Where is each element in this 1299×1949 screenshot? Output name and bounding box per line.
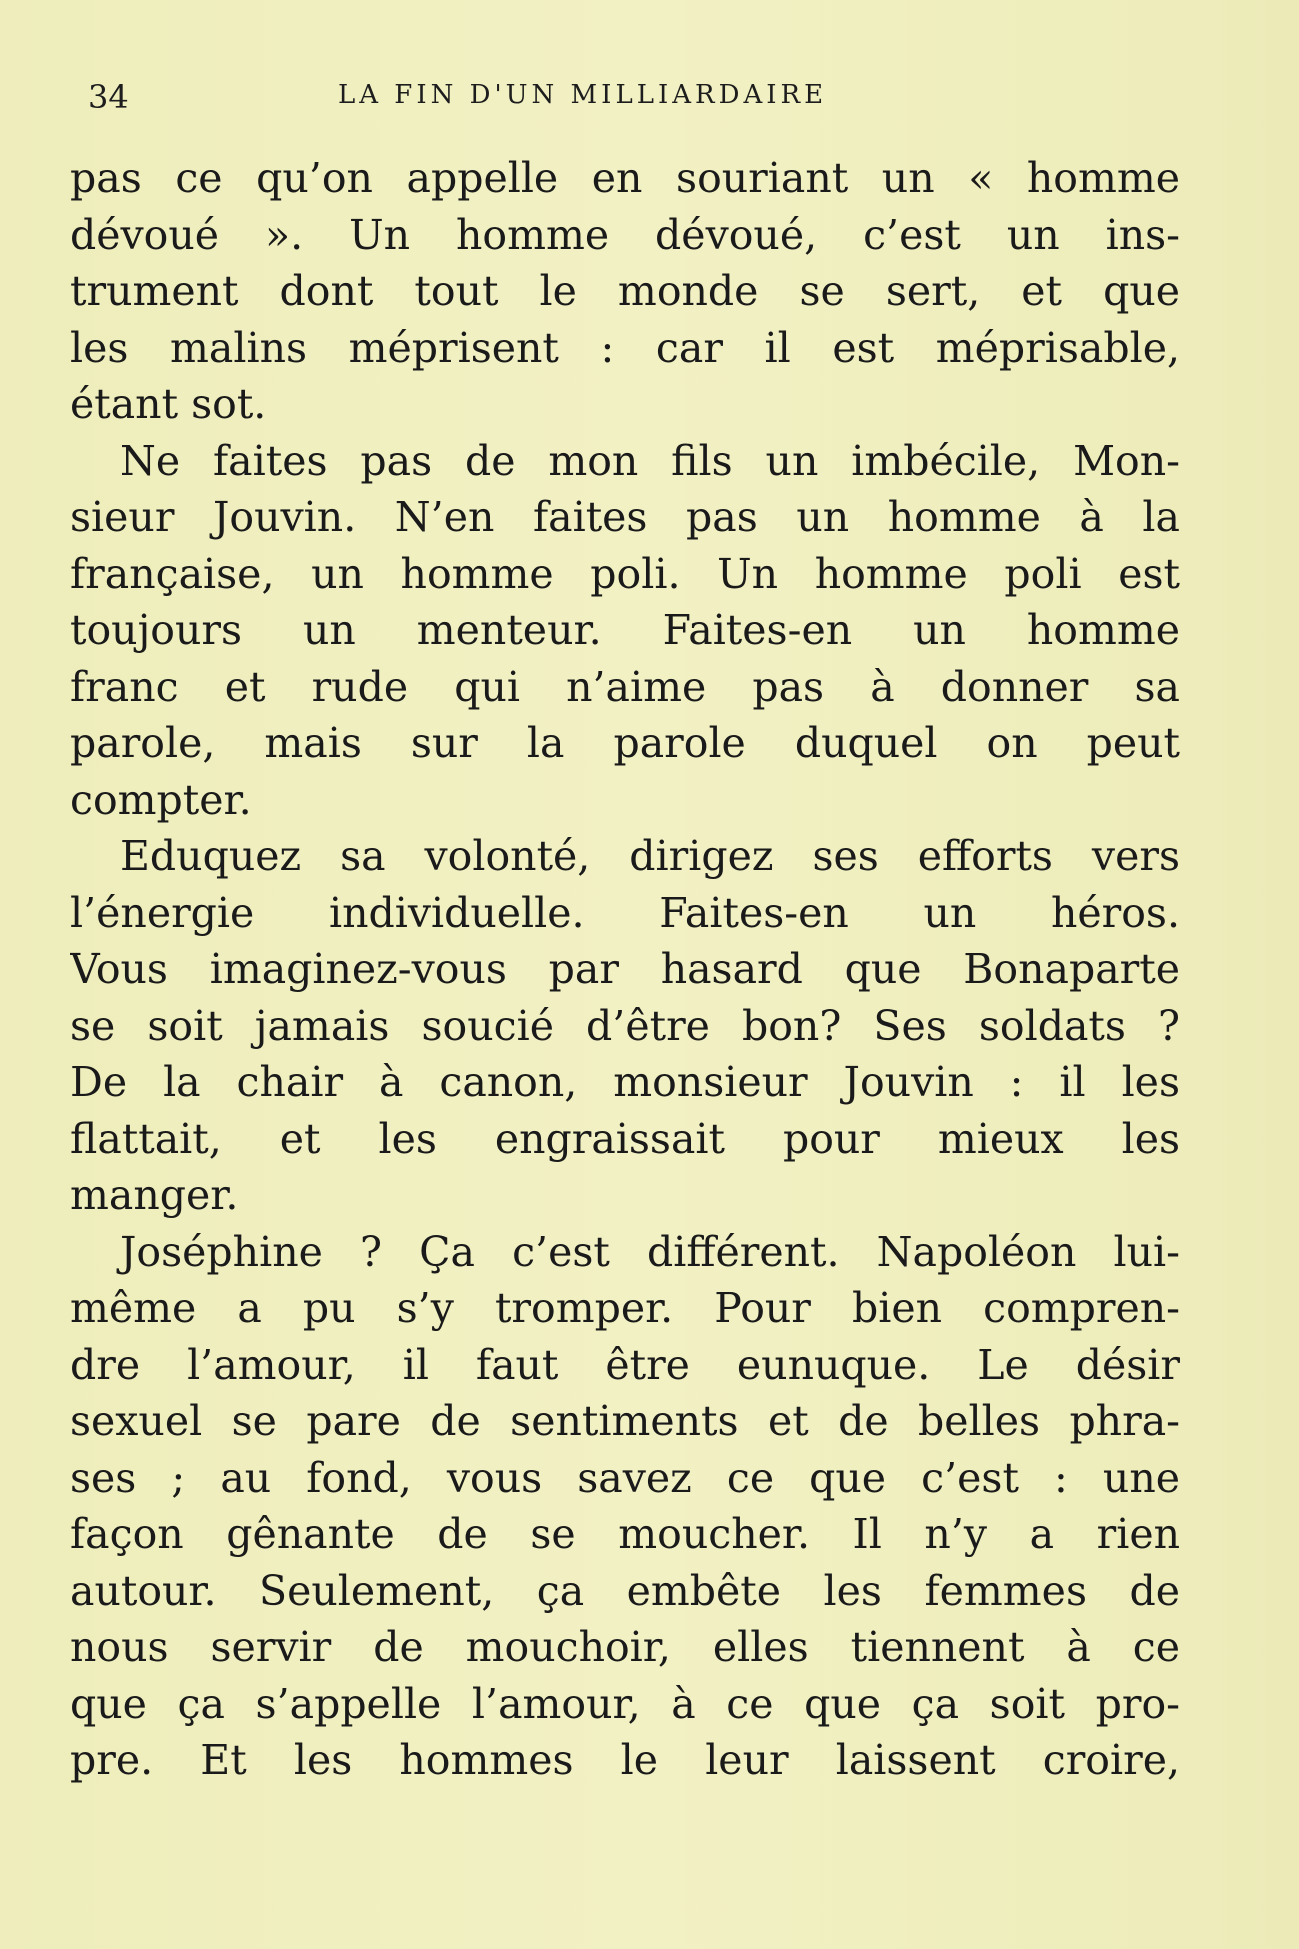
text-line: flattait, et les engraissait pour mieux les: [70, 1114, 1180, 1163]
text-line: compter.: [70, 775, 252, 824]
text-line: sieur Jouvin. N’en faites pas un homme à la: [70, 493, 1180, 541]
text-line: que ça s’appelle l’amour, à ce que ça soit pro-: [70, 1679, 1180, 1728]
page-number: 34: [88, 78, 129, 116]
text-line: Vous imaginez-vous par hasard que Bonaparte: [70, 945, 1180, 993]
text-line: parole, mais sur la parole duquel on peut: [70, 719, 1180, 767]
text-line: sexuel se pare de sentiments et de belles phra-: [70, 1397, 1180, 1445]
text-line: autour. Seulement, ça embête les femmes de: [70, 1566, 1180, 1615]
text-line: Eduquez sa volonté, dirigez ses efforts vers: [120, 832, 1180, 880]
text-line: même a pu s’y tromper. Pour bien compren-: [70, 1284, 1180, 1332]
body-text: [70, 150, 1180, 1789]
text-line: pas ce qu’on appelle en souriant un « homme: [70, 154, 1180, 202]
text-line: franc et rude qui n’aime pas à donner sa: [70, 662, 1180, 711]
text-line: Ne faites pas de mon fils un imbécile, Mon-: [120, 436, 1180, 485]
text-line: se soit jamais soucié d’être bon? Ses soldats ?: [70, 1001, 1180, 1050]
text-line: ses ; au fond, vous savez ce que c’est : une: [70, 1453, 1180, 1502]
text-line: façon gênante de se moucher. Il n’y a rien: [70, 1510, 1180, 1558]
text-line: pre. Et les hommes le leur laissent croire,: [70, 1736, 1180, 1784]
text-line: Joséphine ? Ça c’est différent. Napoléon lui-: [120, 1227, 1180, 1276]
text-line: De la chair à canon, monsieur Jouvin : il les: [70, 1058, 1180, 1106]
text-line: dre l’amour, il faut être eunuque. Le désir: [70, 1340, 1180, 1389]
text-line: trument dont tout le monde se sert, et que: [70, 267, 1180, 315]
text-line: nous servir de mouchoir, elles tiennent à ce: [70, 1623, 1180, 1671]
running-title: LA FIN D'UN MILLIARDAIRE: [338, 80, 828, 110]
page-header: [88, 78, 1188, 118]
text-line: l’énergie individuelle. Faites-en un héros.: [70, 888, 1180, 937]
text-line: manger.: [70, 1171, 239, 1219]
text-line: étant sot.: [70, 380, 267, 428]
text-line: française, un homme poli. Un homme poli est: [70, 549, 1180, 598]
text-line: dévoué ». Un homme dévoué, c’est un ins-: [70, 210, 1180, 259]
text-line: les malins méprisent : car il est méprisable,: [70, 323, 1180, 372]
text-line: toujours un menteur. Faites-en un homme: [70, 606, 1180, 654]
